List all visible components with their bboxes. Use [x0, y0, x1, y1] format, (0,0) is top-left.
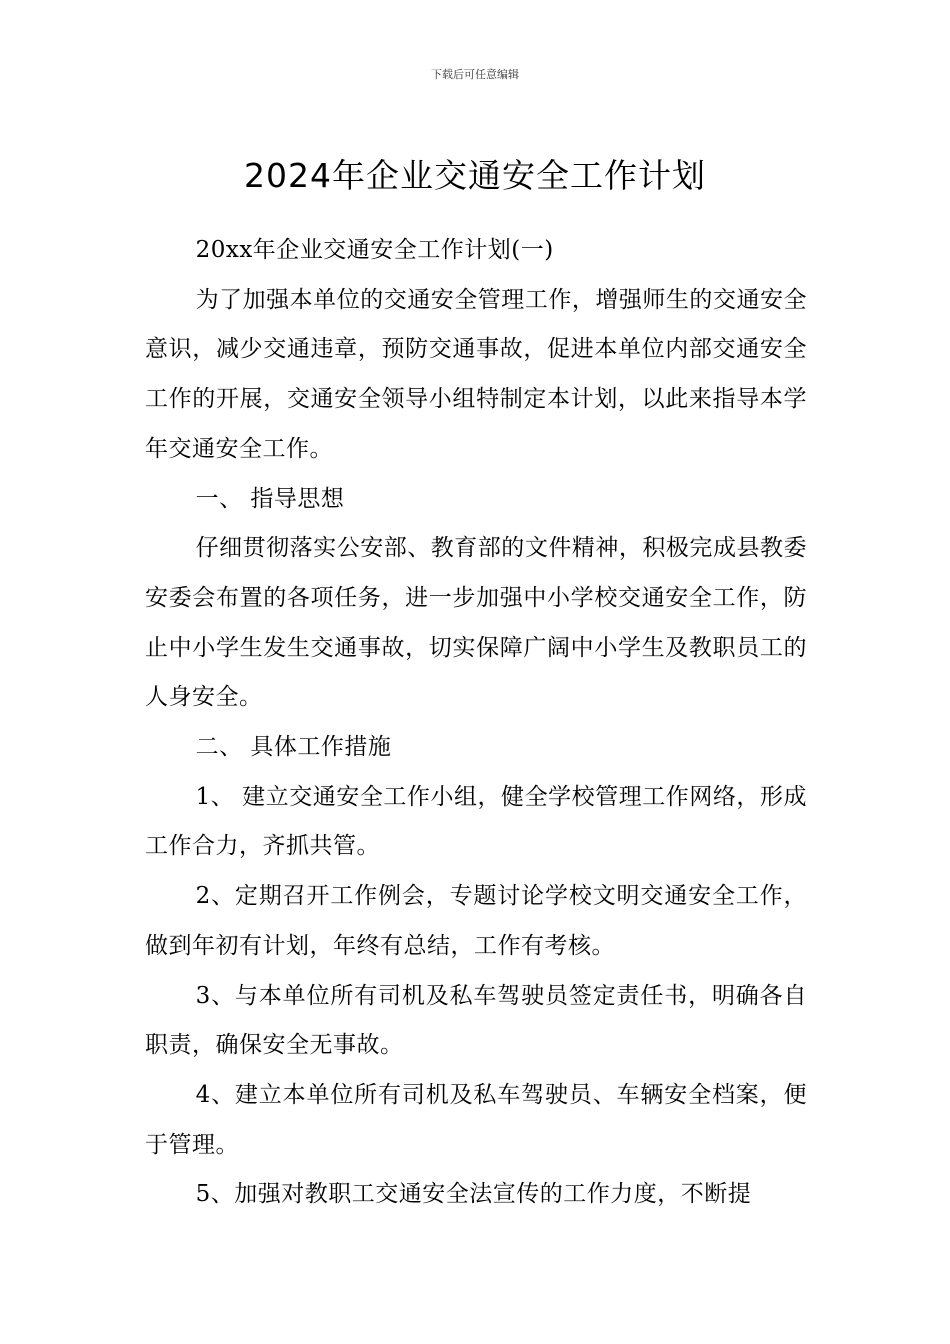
list-item: 4、建立本单位所有司机及私车驾驶员、车辆安全档案，便于管理。	[145, 1081, 807, 1158]
section-heading: 一、 指导思想	[195, 485, 345, 512]
list-item: 1、 建立交通安全工作小组，健全学校管理工作网络，形成工作合力，齐抓共管。	[145, 783, 807, 860]
section-heading: 二、 具体工作措施	[195, 734, 392, 761]
paragraph: 仔细贯彻落实公安部、教育部的文件精神，积极完成县教委安委会布置的各项任务，进一步加强中小学校交通安全工作，防止中小学生发生交通事故，切实保障广阔中小学生及教职员工的人身安全。	[145, 535, 807, 711]
paragraph: 为了加强本单位的交通安全管理工作，增强师生的交通安全意识，减少交通违章，预防交通事故，促进本单位内部交通安全工作的开展，交通安全领导小组特制定本计划，以此来指导本学年交通安全工作。	[145, 286, 807, 462]
document-title: 2024年企业交通安全工作计划	[244, 156, 706, 196]
section-heading: 20xx年企业交通安全工作计划(一)	[195, 237, 554, 263]
list-item: 2、定期召开工作例会，专题讨论学校文明交通安全工作，做到年初有计划，年终有总结，工作有考核。	[145, 883, 807, 959]
document-body	[145, 226, 807, 1220]
list-item: 5、加强对教职工交通安全法宣传的工作力度，不断提	[195, 1181, 752, 1208]
header-note: 下载后可任意编辑	[431, 68, 519, 81]
list-item: 3、与本单位所有司机及私车驾驶员签定责任书，明确各自职责，确保安全无事故。	[145, 982, 807, 1059]
